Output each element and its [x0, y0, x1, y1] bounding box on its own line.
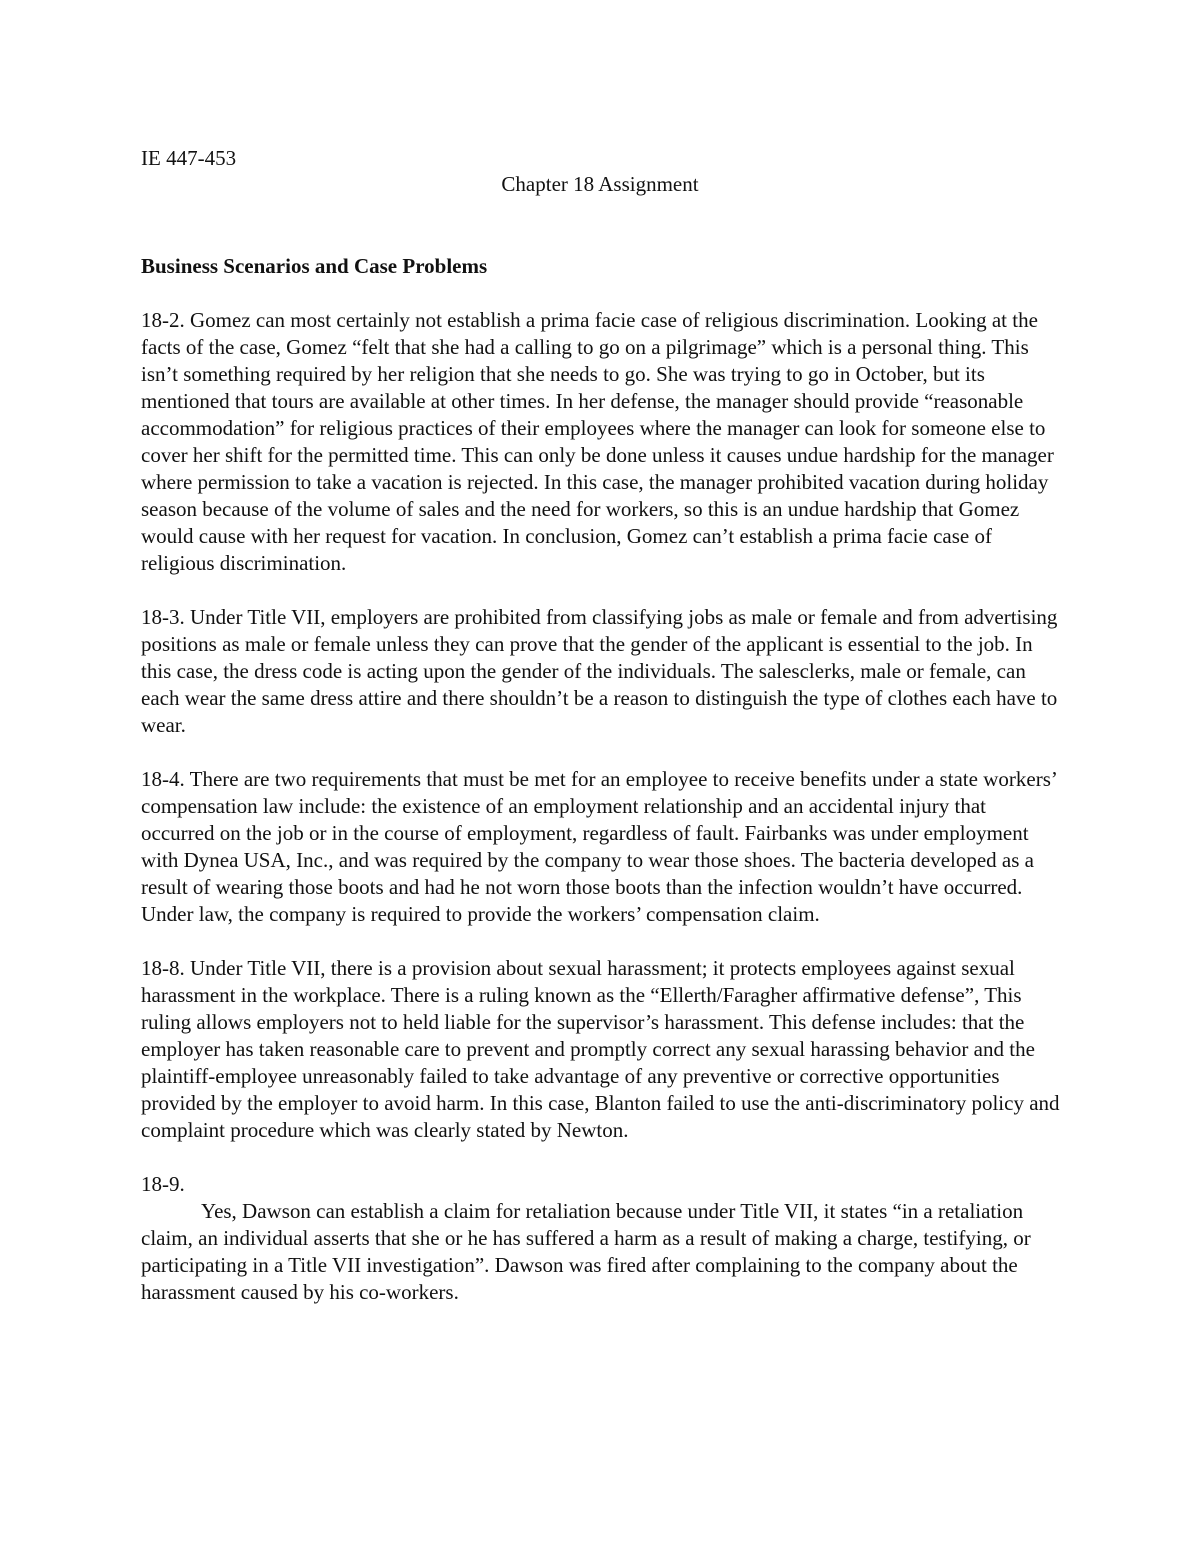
answer-number: 18-2.	[141, 308, 185, 332]
answer-text: There are two requirements that must be met for an employee to receive benefits under a state workers’ compensation law include: the existence of an employment relationship and an accidental injury that occurred on the job or in the course of employment, regardless of fault. Fairbanks was under employment with Dynea USA, Inc., and was required by the company to wear those shoes. The bacteria developed as a result of wearing those boots and had he not worn those boots than the infection wouldn’t have occurred. Under law, the company is required to provide the workers’ compensation claim.	[141, 767, 1057, 926]
answer-text: Under Title VII, employers are prohibited from classifying jobs as male or female and from advertising positions as male or female unless they can prove that the gender of the applicant is essential to the job. In this case, the dress code is acting upon the gender of the individuals. The salesclerks, male or female, can each wear the same dress attire and there shouldn’t be a reason to distinguish the type of clothes each have to wear.	[141, 605, 1058, 737]
answer-number: 18-8.	[141, 956, 185, 980]
course-code: IE 447-453	[141, 146, 237, 170]
answer-18-8	[141, 955, 1063, 1144]
section-heading: Business Scenarios and Case Problems	[141, 254, 488, 278]
answer-text: Under Title VII, there is a provision about sexual harassment; it protects employees against sexual harassment in the workplace. There is a ruling known as the “Ellerth/Faragher affirmative defense”, This ruling allows employers not to held liable for the supervisor’s harassment. This defense includes: that the employer has taken reasonable care to prevent and promptly correct any sexual harassing behavior and the plaintiff-employee unreasonably failed to take advantage of any preventive or corrective opportunities provided by the employer to avoid harm. In this case, Blanton failed to use the anti-discriminatory policy and complaint procedure which was clearly stated by Newton.	[141, 956, 1060, 1142]
answer-number: 18-3.	[141, 605, 185, 629]
answer-text: Yes, Dawson can establish a claim for retaliation because under Title VII, it states “in a retaliation claim, an individual asserts that she or he has suffered a harm as a result of making a charge, testifying, or participating in a Title VII investigation”. Dawson was fired after complaining to the company about the harassment caused by his co-workers.	[141, 1199, 1031, 1304]
answer-number: 18-9.	[141, 1172, 185, 1196]
answer-18-4	[141, 766, 1063, 928]
answer-18-9	[141, 1171, 1063, 1306]
page-title-text: Chapter 18 Assignment	[501, 172, 699, 196]
answer-18-2	[141, 307, 1063, 577]
answer-number: 18-4.	[141, 767, 185, 791]
page-title	[0, 171, 1200, 198]
answers-body	[141, 307, 1063, 1306]
answer-text: Gomez can most certainly not establish a prima facie case of religious discrimination. Looking at the facts of the case, Gomez “felt that she had a calling to go on a pilgrimage” which is a personal thing. This isn’t something required by her religion that she needs to go. She was trying to go in October, but its mentioned that tours are available at other times. In her defense, the manager should provide “reasonable accommodation” for religious practices of their employees where the manager can look for someone else to cover her shift for the permitted time. This can only be done unless it causes undue hardship for the manager where permission to take a vacation is rejected. In this case, the manager prohibited vacation during holiday season because of the volume of sales and the need for workers, so this is an undue hardship that Gomez would cause with her request for vacation. In conclusion, Gomez can’t establish a prima facie case of religious discrimination.	[141, 308, 1054, 575]
answer-18-3	[141, 604, 1063, 739]
